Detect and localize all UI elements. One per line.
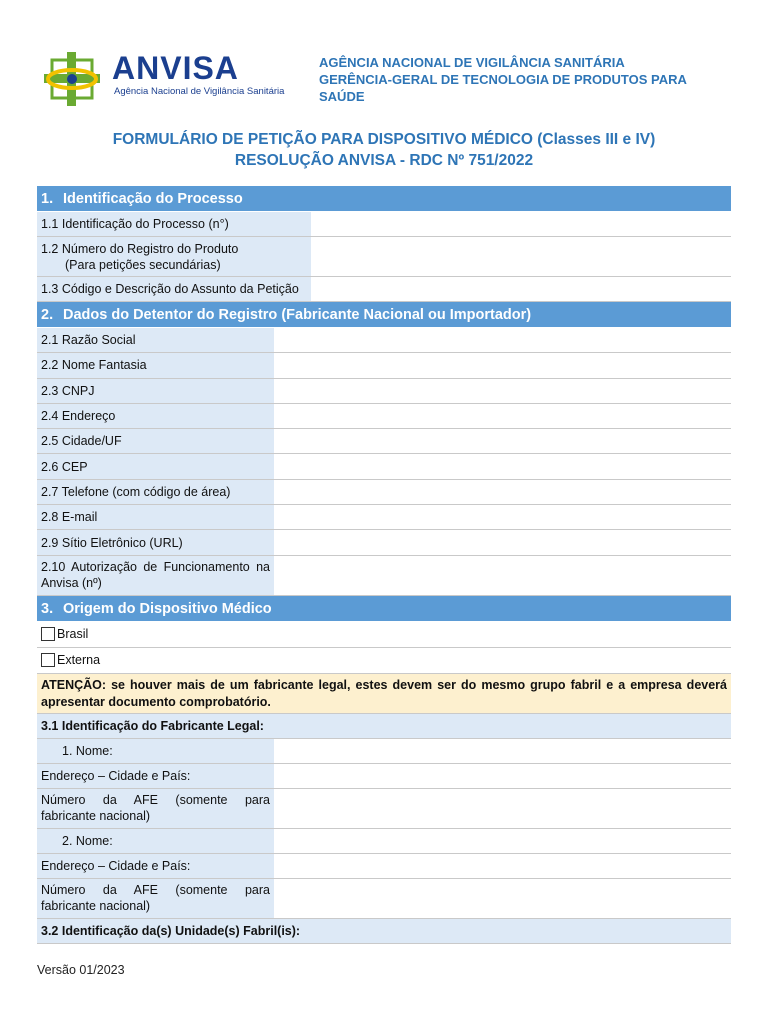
field-label-note: (Para petições secundárias) <box>65 257 221 272</box>
form-row <box>37 739 731 764</box>
form-row <box>37 829 731 854</box>
form-row <box>37 454 731 479</box>
field-label-text: 2.10 Autorização de Funcionamento na <box>41 560 270 575</box>
operating-authorization-field[interactable] <box>274 556 731 595</box>
field-label-text: Número da AFE (somente para <box>41 793 270 808</box>
form-row <box>37 328 731 353</box>
city-state-field[interactable] <box>274 429 731 453</box>
zip-code-field[interactable] <box>274 454 731 478</box>
document-header <box>0 0 768 120</box>
form-row <box>37 404 731 429</box>
field-label: 2.3 CNPJ <box>37 379 274 403</box>
field-label: 1. Nome: <box>37 739 274 763</box>
logo-wordmark: ANVISA <box>112 50 239 86</box>
company-name-field[interactable] <box>274 328 731 352</box>
subsection-3-1: 3.1 Identificação do Fabricante Legal: <box>37 714 731 739</box>
email-field[interactable] <box>274 505 731 529</box>
registration-number-field[interactable] <box>311 237 731 276</box>
section-title: Identificação do Processo <box>63 191 243 207</box>
form-row <box>37 556 731 596</box>
agency-line: GERÊNCIA-GERAL DE TECNOLOGIA DE PRODUTOS PARA <box>319 72 687 87</box>
origin-option-brasil[interactable] <box>37 622 731 648</box>
address-field[interactable] <box>274 404 731 428</box>
agency-name <box>319 54 739 105</box>
field-label: 1.3 Código e Descrição do Assunto da Petição <box>37 277 311 301</box>
form-row <box>37 879 731 919</box>
agency-line: AGÊNCIA NACIONAL DE VIGILÂNCIA SANITÁRIA <box>319 55 625 70</box>
attention-note: ATENÇÃO: se houver mais de um fabricante legal, estes devem ser do mesmo grupo fabril e a empresa deverá apresentar documento comprobatório. <box>37 674 731 714</box>
option-label: Brasil <box>57 627 89 642</box>
field-label <box>37 556 274 595</box>
form-row <box>37 505 731 530</box>
section-2-header <box>37 302 731 328</box>
form-row <box>37 854 731 879</box>
field-label: 1.1 Identificação do Processo (n°) <box>37 212 311 236</box>
form-row <box>37 277 731 302</box>
version-label: Versão 01/2023 <box>37 963 125 977</box>
petition-form <box>37 186 731 944</box>
section-number: 2. <box>41 307 54 323</box>
form-row <box>37 480 731 505</box>
field-label-text: fabricante nacional) <box>41 809 151 824</box>
origin-option-externa[interactable] <box>37 648 731 674</box>
form-title-line: FORMULÁRIO DE PETIÇÃO PARA DISPOSITIVO MÉDICO (Classes III e IV) <box>112 131 656 148</box>
checkbox-externa[interactable] <box>41 653 55 667</box>
phone-field[interactable] <box>274 480 731 504</box>
form-row <box>37 379 731 404</box>
subsection-3-2: 3.2 Identificação da(s) Unidade(s) Fabril(is): <box>37 919 731 944</box>
manufacturer-1-name-field[interactable] <box>274 739 731 763</box>
form-row <box>37 212 731 237</box>
field-label-text: Anvisa (nº) <box>41 576 102 591</box>
form-row <box>37 764 731 789</box>
field-label <box>37 879 274 918</box>
field-label-text: Número da AFE (somente para <box>41 883 270 898</box>
field-label: 2.4 Endereço <box>37 404 274 428</box>
form-row <box>37 353 731 378</box>
field-label: Endereço – Cidade e País: <box>37 854 274 878</box>
manufacturer-2-name-field[interactable] <box>274 829 731 853</box>
manufacturer-2-afe-field[interactable] <box>274 879 731 918</box>
field-label: 2.7 Telefone (com código de área) <box>37 480 274 504</box>
process-id-field[interactable] <box>311 212 731 236</box>
section-title: Origem do Dispositivo Médico <box>63 600 272 617</box>
form-row <box>37 237 731 277</box>
logo-subtitle: Agência Nacional de Vigilância Sanitária <box>114 86 285 97</box>
website-field[interactable] <box>274 530 731 554</box>
form-title <box>0 129 768 171</box>
checkbox-brasil[interactable] <box>41 627 55 641</box>
anvisa-emblem-icon <box>40 50 104 108</box>
agency-line: SAÚDE <box>319 89 365 104</box>
field-label-text: 1.2 Número do Registro do Produto <box>41 241 239 256</box>
field-label: 2.2 Nome Fantasia <box>37 353 274 377</box>
manufacturer-1-afe-field[interactable] <box>274 789 731 828</box>
section-3-header <box>37 596 731 622</box>
petition-subject-field[interactable] <box>311 277 731 301</box>
field-label: 2.5 Cidade/UF <box>37 429 274 453</box>
manufacturer-1-address-field[interactable] <box>274 764 731 788</box>
field-label-text: fabricante nacional) <box>41 899 151 914</box>
field-label: 2.8 E-mail <box>37 505 274 529</box>
form-title-line: RESOLUÇÃO ANVISA - RDC Nº 751/2022 <box>234 152 534 169</box>
field-label: 2.1 Razão Social <box>37 328 274 352</box>
field-label <box>37 237 311 276</box>
field-label: 2. Nome: <box>37 829 274 853</box>
field-label <box>37 789 274 828</box>
field-label: Endereço – Cidade e País: <box>37 764 274 788</box>
field-label: 2.6 CEP <box>37 454 274 478</box>
field-label: 2.9 Sítio Eletrônico (URL) <box>37 530 274 554</box>
manufacturer-2-address-field[interactable] <box>274 854 731 878</box>
anvisa-logo <box>40 50 285 110</box>
cnpj-field[interactable] <box>274 379 731 403</box>
trade-name-field[interactable] <box>274 353 731 377</box>
form-row <box>37 530 731 555</box>
section-number: 1. <box>41 191 54 207</box>
form-row <box>37 789 731 829</box>
option-label: Externa <box>57 653 101 668</box>
form-row <box>37 429 731 454</box>
section-number: 3. <box>41 600 54 617</box>
section-1-header <box>37 186 731 212</box>
section-title: Dados do Detentor do Registro (Fabricante Nacional ou Importador) <box>63 307 532 323</box>
